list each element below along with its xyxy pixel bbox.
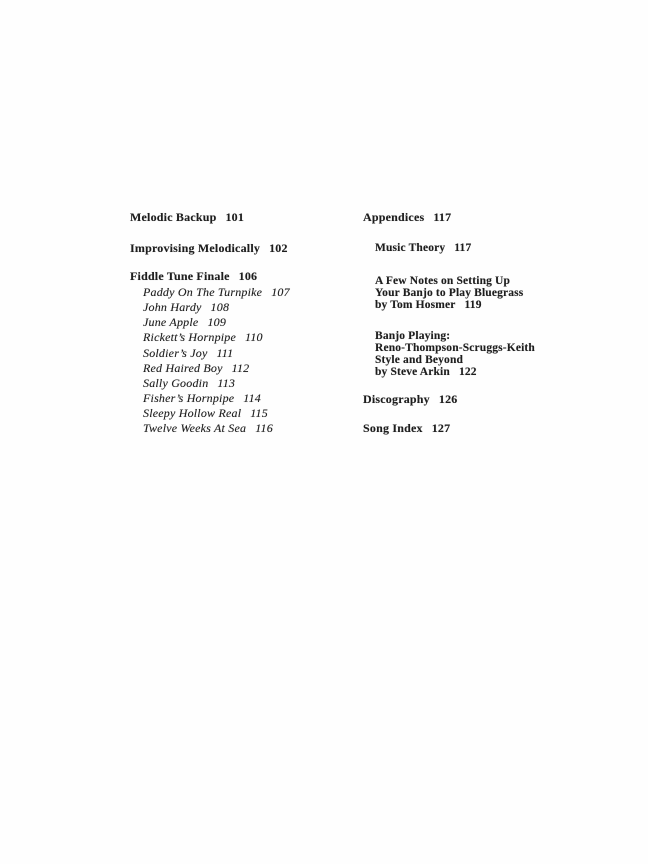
entry-page-number: 102 [269, 241, 288, 255]
toc-entry-paddy-on-the-turnpike [143, 286, 290, 298]
entry-label: by Tom Hosmer [375, 299, 456, 311]
entry-page-number: 117 [433, 210, 452, 224]
toc-entry-banjo-playing-styles [375, 330, 535, 378]
toc-entry-soldiers-joy [143, 347, 233, 359]
entry-label: Discography [363, 392, 430, 406]
entry-line: Your Banjo to Play Bluegrass [375, 287, 524, 299]
toc-entry-sally-goodin [143, 377, 235, 389]
toc-entry-ricketts-hornpipe [143, 331, 263, 343]
entry-label: Twelve Weeks At Sea [143, 421, 247, 435]
entry-page-number: 116 [255, 421, 273, 435]
toc-entry-music-theory [375, 243, 471, 255]
entry-page-number: 127 [431, 421, 451, 435]
entry-page-number: 111 [216, 346, 234, 360]
entry-page-number: 117 [454, 242, 472, 254]
toc-entry-appendices [363, 211, 451, 223]
entry-label: Paddy On The Turnpike [143, 285, 263, 299]
toc-entry-sleepy-hollow-real [143, 407, 268, 419]
entry-page-number: 107 [271, 285, 290, 299]
entry-label: Song Index [363, 421, 423, 435]
entry-label: Melodic Backup [130, 210, 217, 224]
toc-entry-discography [363, 393, 457, 405]
entry-line: Style and Beyond [375, 354, 464, 366]
entry-line [375, 299, 523, 311]
entry-page-number: 109 [207, 315, 227, 329]
entry-label: Fisher’s Hornpipe [143, 391, 235, 405]
entry-page-number: 126 [438, 392, 458, 406]
entry-label: Sleepy Hollow Real [143, 406, 242, 420]
entry-page-number: 119 [464, 299, 482, 311]
entry-label: Fiddle Tune Finale [130, 269, 230, 283]
entry-label: by Steve Arkin [375, 366, 450, 378]
entry-label: Appendices [363, 210, 425, 224]
toc-entry-improvising-melodically [130, 242, 288, 254]
entry-label: Improvising Melodically [130, 241, 261, 255]
toc-entry-june-apple [143, 316, 226, 328]
entry-page-number: 106 [238, 269, 258, 283]
entry-page-number: 113 [217, 376, 236, 390]
entry-page-number: 101 [225, 210, 245, 224]
entry-page-number: 110 [245, 330, 263, 344]
toc-entry-fiddle-tune-finale [130, 270, 257, 282]
entry-label: Music Theory [375, 242, 446, 254]
entry-line [375, 366, 535, 378]
toc-entry-song-index [363, 422, 450, 434]
entry-line: Reno-Thompson-Scruggs-Keith [375, 342, 535, 354]
toc-entry-setting-up-banjo [375, 275, 523, 311]
entry-page-number: 122 [458, 366, 477, 378]
toc-entry-twelve-weeks-at-sea [143, 422, 273, 434]
entry-line: A Few Notes on Setting Up [375, 275, 511, 287]
toc-entry-fishers-hornpipe [143, 392, 261, 404]
entry-page-number: 114 [243, 391, 262, 405]
entry-label: John Hardy [143, 300, 202, 314]
entry-label: Soldier’s Joy [143, 346, 208, 360]
toc-entry-john-hardy [143, 301, 229, 313]
entry-label: Sally Goodin [143, 376, 209, 390]
entry-label: Rickett’s Hornpipe [143, 330, 237, 344]
toc-entry-red-haired-boy [143, 362, 249, 374]
entry-page-number: 115 [250, 406, 268, 420]
toc-entry-melodic-backup [130, 211, 244, 223]
entry-page-number: 108 [210, 300, 230, 314]
entry-label: June Apple [143, 315, 199, 329]
entry-label: Red Haired Boy [143, 361, 223, 375]
entry-page-number: 112 [231, 361, 250, 375]
entry-line: Banjo Playing: [375, 330, 451, 342]
